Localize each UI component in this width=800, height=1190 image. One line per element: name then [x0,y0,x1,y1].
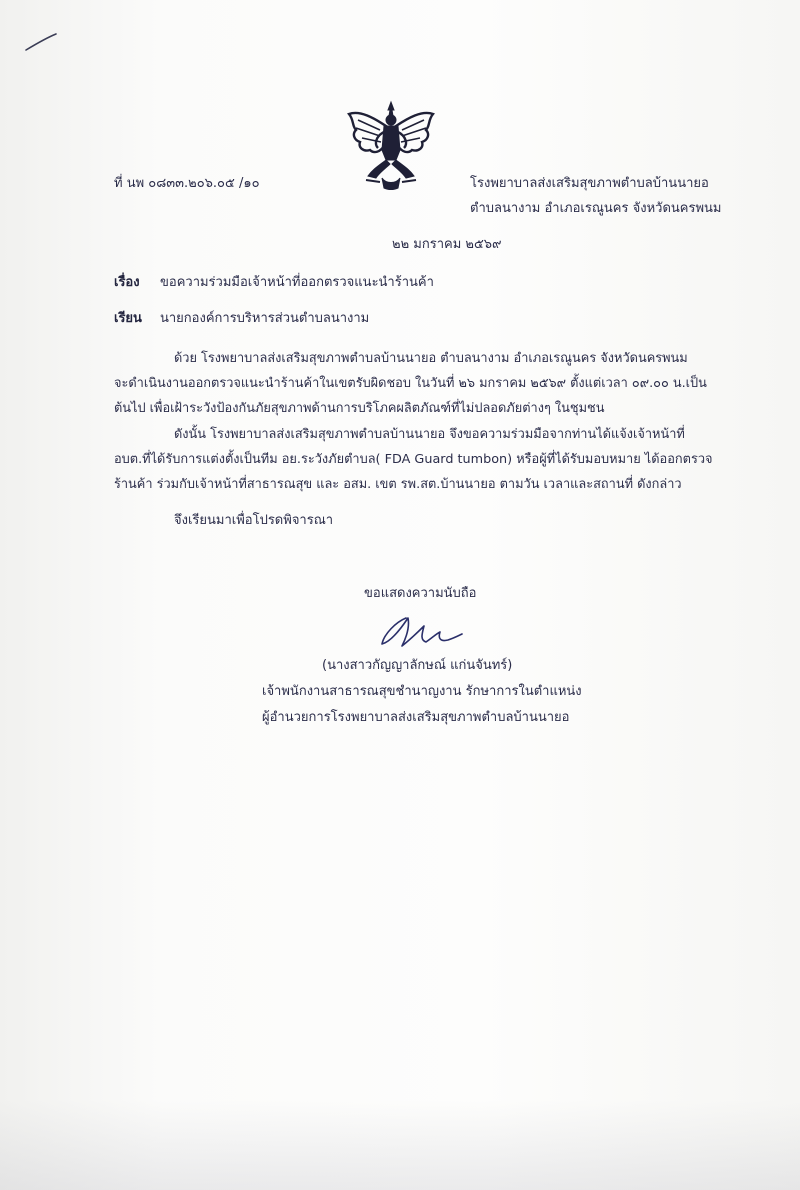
closing-request: จึงเรียนมาเพื่อโปรดพิจารณา [174,513,334,528]
sender-address: ตำบลนางาม อำเภอเรณูนคร จังหวัดนครพนม [470,201,722,216]
paragraph-line: ต้นไป เพื่อเฝ้าระวังป้องกันภัยสุขภาพด้านการบริโภคผลิตภัณฑ์ที่ไม่ปลอดภัยต่างๆ ในชุมชน [114,401,605,416]
subject-text: ขอความร่วมมือเจ้าหน้าที่ออกตรวจแนะนำร้านค้า [160,275,434,290]
garuda-emblem-icon [346,100,436,192]
pen-stroke-mark [24,32,58,52]
sender-organization: โรงพยาบาลส่งเสริมสุขภาพตำบลบ้านนายอ [470,176,709,191]
recipient-text: นายกองค์การบริหารส่วนตำบลนางาม [160,311,370,326]
handwritten-signature [376,612,466,652]
signer-title: ผู้อำนวยการโรงพยาบาลส่งเสริมสุขภาพตำบลบ้านนายอ [262,710,570,725]
subject-label: เรื่อง [114,275,140,290]
paragraph-line: ร้านค้า ร่วมกับเจ้าหน้าที่สาธารณสุข และ อสม. เขต รพ.สต.บ้านนายอ ตามวัน เวลาและสถานที่ ดังกล่าว [114,477,682,492]
salutation: ขอแสดงความนับถือ [364,586,477,601]
signer-name: (นางสาวกัญญาลักษณ์ แก่นจันทร์) [322,658,513,673]
paragraph-line: อบต.ที่ได้รับการแต่งตั้งเป็นทีม อย.ระวังภัยตำบล( FDA Guard tumbon) หรือผู้ที่ได้รับมอบหมาย ได้ออกตรวจ [114,452,713,467]
signer-position: เจ้าพนักงานสาธารณสุขชำนาญงาน รักษาการในตำแหน่ง [262,684,582,699]
recipient-label: เรียน [114,311,142,326]
paragraph-line: ด้วย โรงพยาบาลส่งเสริมสุขภาพตำบลบ้านนายอ ตำบลนางาม อำเภอเรณูนคร จังหวัดนครพนม [174,351,688,366]
body-paragraph-2 [114,422,713,497]
reference-number: ที่ นพ ๐๘๓๓.๒๐๖.๐๕ /๑๐ [114,176,260,191]
letter-date: ๒๒ มกราคม ๒๕๖๙ [392,237,502,252]
body-paragraph-1 [114,346,707,421]
paragraph-line: ดังนั้น โรงพยาบาลส่งเสริมสุขภาพตำบลบ้านนายอ จึงขอความร่วมมือจากท่านได้แจ้งเจ้าหน้าที่ [174,427,685,442]
paragraph-line: จะดำเนินงานออกตรวจแนะนำร้านค้าในเขตรับผิดชอบ ในวันที่ ๒๖ มกราคม ๒๕๖๙ ตั้งแต่เวลา ๐๙.๐๐ น.เป็น [114,376,707,391]
